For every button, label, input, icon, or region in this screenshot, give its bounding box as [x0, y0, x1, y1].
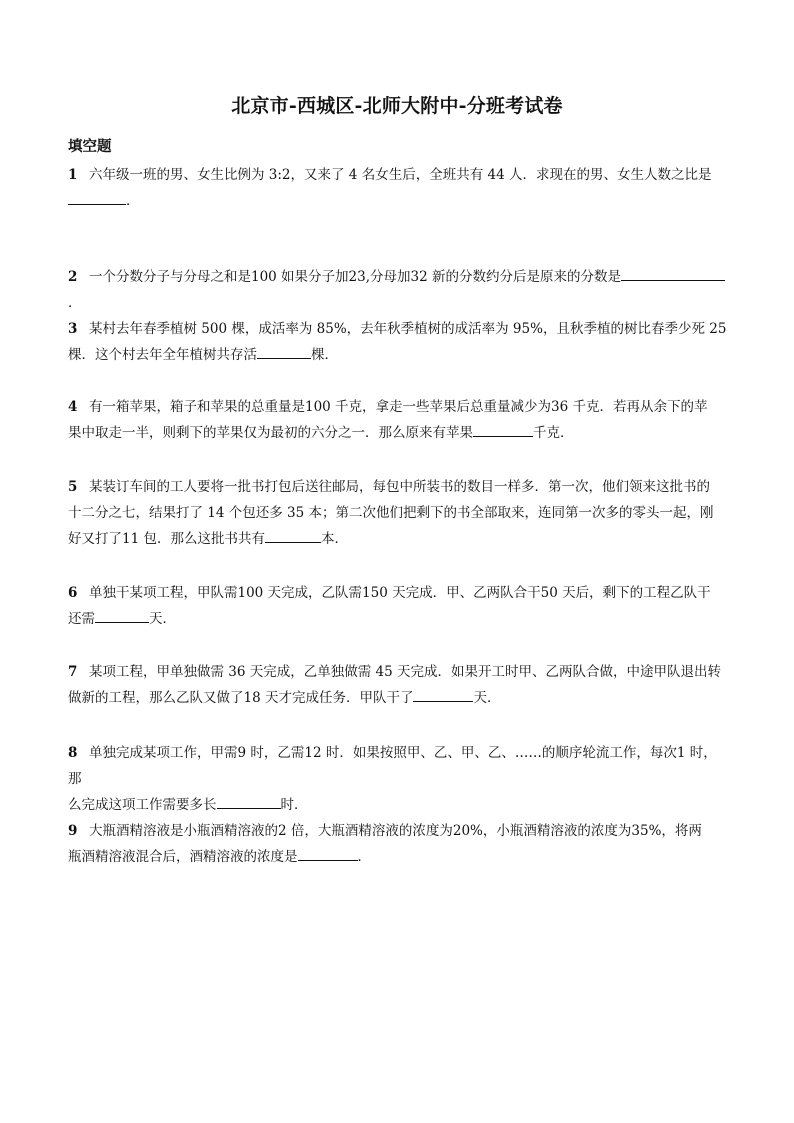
question-number: 8	[68, 745, 78, 761]
question-3-line-1	[68, 316, 728, 342]
question-text: 十二分之七，结果打了 14 个包还多 35 本；第二次他们把剩下的书全部取来，连同第一次多的零头一起，刚	[68, 505, 714, 521]
question-7	[68, 659, 728, 711]
question-3	[68, 316, 728, 368]
question-number: 2	[68, 269, 78, 285]
question-text: 单独干某项工程，甲队需100 天完成，乙队需150 天完成．甲、乙两队合干50 天后，剩下的工程乙队干	[89, 585, 711, 601]
answer-blank[interactable]	[413, 687, 473, 702]
question-text: 六年级一班的男、女生比例为 3:2，又来了 4 名女生后，全班共有 44 人．求现在的男、女生人数之比是	[89, 167, 712, 183]
question-9-line-2	[68, 844, 728, 870]
question-text: ．	[126, 193, 140, 209]
question-2-line-1	[68, 264, 728, 316]
question-number: 4	[68, 399, 78, 415]
question-text: 棵．	[311, 347, 338, 363]
question-6-line-1	[68, 580, 728, 606]
answer-blank[interactable]	[621, 266, 725, 281]
question-text: 某项工程，甲单独做需 36 天完成，乙单独做需 45 天完成．如果开工时甲、乙两队合做，中途甲队退出转	[89, 664, 722, 680]
question-text: 棵．这个村去年全年植树共存活	[68, 347, 257, 363]
question-number: 9	[68, 823, 78, 839]
answer-blank[interactable]	[265, 528, 321, 543]
question-text: 时．	[280, 797, 308, 813]
question-1-line-2	[68, 188, 728, 214]
question-text: 好又打了11 包．那么这批书共有	[68, 531, 265, 547]
question-2	[68, 264, 728, 316]
answer-blank[interactable]	[298, 846, 358, 861]
question-5-line-1	[68, 474, 728, 500]
question-text: 某装订车间的工人要将一批书打包后送往邮局，每包中所装书的数目一样多．第一次，他们领来这批书的	[89, 479, 710, 495]
question-6-line-2	[68, 606, 728, 632]
question-number: 5	[68, 479, 78, 495]
question-text: 天．	[149, 611, 176, 627]
question-text: 本．	[320, 531, 348, 547]
question-7-line-2	[68, 685, 728, 711]
question-7-line-1	[68, 659, 728, 685]
question-number: 1	[68, 167, 78, 183]
question-number: 6	[68, 585, 78, 601]
answer-blank[interactable]	[217, 794, 281, 809]
answer-blank[interactable]	[473, 422, 533, 437]
question-text: 一个分数分子与分母之和是100 如果分子加23,分母加32 新的分数约分后是原来的分数是	[89, 269, 621, 285]
question-text: 还需	[68, 611, 95, 627]
question-text: 有一箱苹果，箱子和苹果的总重量是100 千克，拿走一些苹果后总重量减少为36 千克．若再从余下的苹	[89, 399, 708, 415]
question-text: 果中取走一半，则剩下的苹果仅为最初的六分之一．那么原来有苹果	[68, 425, 473, 441]
question-text: 千克．	[533, 425, 574, 441]
page-title: 北京市-西城区-北师大附中-分班考试卷	[231, 95, 563, 117]
question-text: ．	[68, 295, 82, 311]
question-5-line-2	[68, 500, 728, 526]
question-text: 单独完成某项工作，甲需9 时，乙需12 时．如果按照甲、乙、甲、乙、……的顺序轮流工作，每次1 时，那	[68, 745, 717, 787]
question-text: 做新的工程，那么乙队又做了18 天才完成任务．甲队干了	[68, 690, 414, 706]
answer-blank[interactable]	[68, 190, 126, 205]
question-4	[68, 394, 728, 446]
question-9-line-1	[68, 818, 728, 844]
answer-blank[interactable]	[95, 608, 149, 623]
question-8-line-1	[68, 740, 728, 792]
question-4-line-1	[68, 394, 728, 420]
question-number: 7	[68, 664, 78, 680]
question-number: 3	[68, 321, 78, 337]
question-text: 大瓶酒精溶液是小瓶酒精溶液的2 倍，大瓶酒精溶液的浓度为20%，小瓶酒精溶液的浓度为35%，将两	[89, 823, 702, 839]
section-heading: 填空题	[68, 138, 112, 155]
question-text: ．	[357, 849, 371, 865]
question-3-line-2	[68, 342, 728, 368]
question-text: 么完成这项工作需要多长	[68, 797, 217, 813]
question-4-line-2	[68, 420, 728, 446]
question-text: 天．	[473, 690, 501, 706]
question-text: 瓶酒精溶液混合后，酒精溶液的浓度是	[68, 849, 298, 865]
question-1-line-1	[68, 162, 728, 188]
question-5	[68, 474, 728, 552]
question-9	[68, 818, 728, 870]
question-1	[68, 162, 728, 214]
question-8-line-2	[68, 792, 728, 818]
answer-blank[interactable]	[257, 344, 311, 359]
question-text: 某村去年春季植树 500 棵，成活率为 85%，去年秋季植树的成活率为 95%，且秋季植的树比春季少死 25	[89, 321, 727, 337]
question-8	[68, 740, 728, 818]
question-5-line-3	[68, 526, 728, 552]
question-6	[68, 580, 728, 632]
